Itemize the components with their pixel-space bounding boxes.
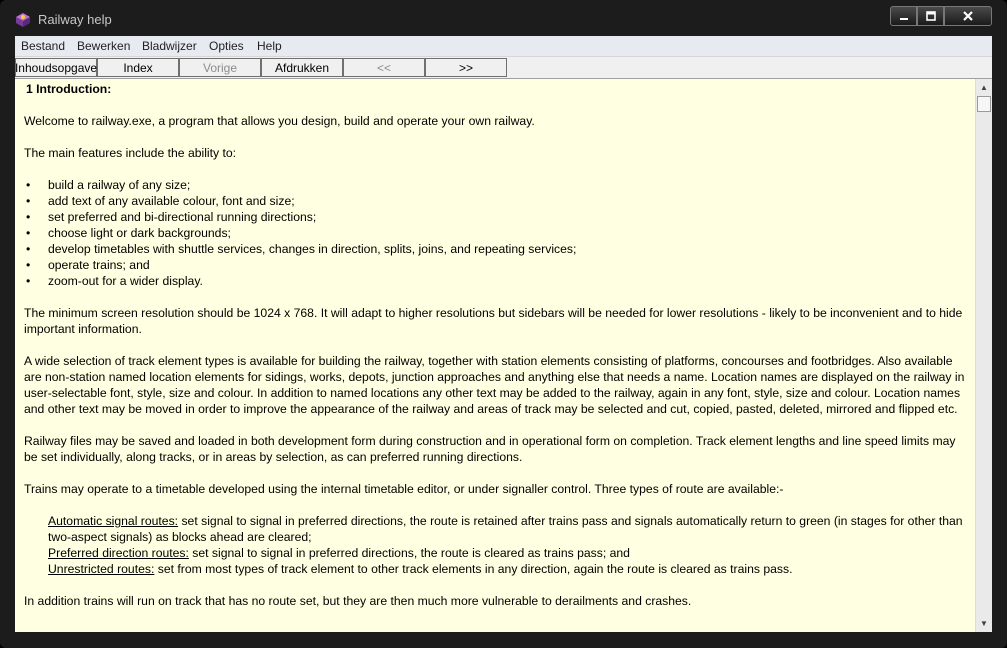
menu-opties[interactable]: Opties <box>209 39 244 53</box>
bullet-icon: • <box>26 274 31 288</box>
welcome-paragraph: Welcome to railway.exe, a program that allows you design, build and operate your own railway. <box>24 114 535 128</box>
window-title: Railway help <box>38 12 112 27</box>
title-bar[interactable] <box>0 0 1007 38</box>
menu-help[interactable]: Help <box>257 39 282 53</box>
scroll-down-arrow-icon[interactable]: ▼ <box>980 619 988 628</box>
list-item: • add text of any available colour, font and size; <box>26 194 295 208</box>
index-button[interactable]: Index <box>97 58 179 77</box>
minimize-icon <box>899 11 909 21</box>
topic-heading: 1 Introduction: <box>26 82 112 96</box>
trains-paragraph: Trains may operate to a timetable developed using the internal timetable editor, or under signaller control. Three types of route are available:- <box>24 482 784 496</box>
bullet-icon: • <box>26 210 31 224</box>
menu-bewerken[interactable]: Bewerken <box>77 39 131 53</box>
list-item: • choose light or dark backgrounds; <box>26 226 231 240</box>
railway-files-paragraph: Railway files may be saved and loaded in both development form during construction and in operational form on completion. Track element lengths and line speed limits may be set individually, along tracks, or in areas by selection, as can preferred running directions. <box>24 434 956 464</box>
contents-button[interactable]: Inhoudsopgave <box>15 58 97 77</box>
help-button-bar <box>15 57 992 79</box>
list-item: • build a railway of any size; <box>26 178 191 192</box>
scroll-up-arrow-icon[interactable]: ▲ <box>980 83 988 92</box>
close-icon <box>962 11 974 21</box>
close-button[interactable] <box>944 6 992 26</box>
maximize-icon <box>926 11 936 21</box>
scroll-thumb[interactable] <box>977 96 991 112</box>
help-topic-content <box>15 79 975 632</box>
route-name: Automatic signal routes: <box>48 514 179 528</box>
route-name: Unrestricted routes: <box>48 562 155 576</box>
list-item: • zoom-out for a wider display. <box>26 274 203 288</box>
bullet-icon: • <box>26 226 31 240</box>
list-item: • set preferred and bi-directional running directions; <box>26 210 317 224</box>
list-item: • develop timetables with shuttle services, changes in direction, splits, joins, and repeating services; <box>26 242 577 256</box>
bullet-icon: • <box>26 194 31 208</box>
route-unrestricted: Unrestricted routes: set from most types of track element to other track elements in any direction, again the route is cleared as trains pass. <box>48 562 793 576</box>
print-button[interactable]: Afdrukken <box>261 58 343 77</box>
browse-next-button[interactable]: >> <box>425 58 507 77</box>
menu-bestand[interactable]: Bestand <box>21 39 66 53</box>
no-route-paragraph: In addition trains will run on track that has no route set, but they are then much more vulnerable to derailments and crashes. <box>24 594 692 608</box>
route-automatic: Automatic signal routes: set signal to signal in preferred directions, the route is retained after trains pass and signals automatically return to green (in stages for other than two-aspect signals) as blocks ahead are cleared; <box>48 514 963 544</box>
back-button[interactable]: Vorige <box>179 58 261 77</box>
menu-bar <box>15 36 992 57</box>
route-preferred: Preferred direction routes: set signal to signal in preferred directions, the route is cleared as trains pass; and <box>48 546 630 560</box>
menu-bladwijzer[interactable]: Bladwijzer <box>142 39 197 53</box>
features-intro: The main features include the ability to: <box>24 146 237 160</box>
bullet-icon: • <box>26 242 31 256</box>
caption-buttons <box>890 6 992 26</box>
bullet-icon: • <box>26 178 31 192</box>
list-item: • operate trains; and <box>26 258 150 272</box>
client-area <box>15 36 992 632</box>
help-book-icon <box>14 11 32 29</box>
track-elements-paragraph: A wide selection of track element types is available for building the railway, together with station elements consisting of platforms, concourses and footbridges. Also available are non-station named location elements for sidings, works, depots, junction approaches and anything else that needs a name. Location names are displayed on the railway in user-selectable font, style, size and colour. In addition to named locations any other text may be added to the railway, again in any font, style, size and colour. Location names and other text may be moved in order to improve the appearance of the railway and areas of track may be selected and cut, copied, pasted, deleted, mirrored and flipped etc. <box>24 354 965 416</box>
browse-previous-button[interactable]: << <box>343 58 425 77</box>
resolution-paragraph: The minimum screen resolution should be 1024 x 768. It will adapt to higher resolutions but sidebars will be needed for lower resolutions - likely to be inconvenient and to hide important information. <box>24 306 963 336</box>
maximize-button[interactable] <box>917 6 944 26</box>
bullet-icon: • <box>26 258 31 272</box>
route-name: Preferred direction routes: <box>48 546 189 560</box>
minimize-button[interactable] <box>890 6 917 26</box>
topic-text <box>24 79 969 609</box>
vertical-scrollbar[interactable] <box>975 79 992 632</box>
